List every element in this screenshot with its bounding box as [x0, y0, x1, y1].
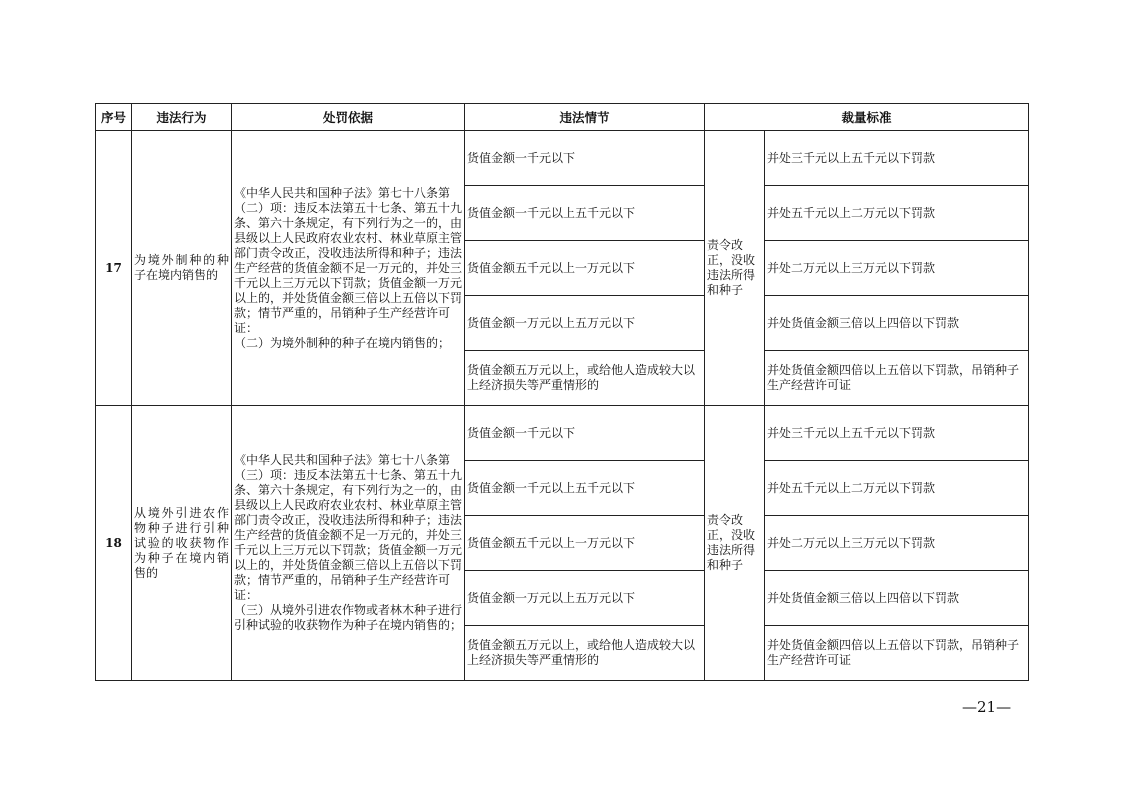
standard-cell: 并处二万元以上三万元以下罚款	[765, 241, 1029, 296]
row-seq: 18	[96, 406, 132, 681]
standard-cell: 并处货值金额三倍以上四倍以下罚款	[765, 571, 1029, 626]
table-row	[96, 131, 1029, 186]
circumstance-cell: 货值金额一千元以下	[465, 406, 705, 461]
header-row	[96, 104, 1029, 131]
circumstance-cell: 货值金额一千元以下	[465, 131, 705, 186]
row-basis	[232, 131, 465, 406]
row-violation: 从境外引进农作物种子进行引种试验的收获物作为种子在境内销售的	[132, 406, 232, 681]
penalty-table	[95, 103, 1029, 681]
circumstance-cell: 货值金额五千元以上一万元以下	[465, 241, 705, 296]
row-basis	[232, 406, 465, 681]
header-standard: 裁量标准	[705, 104, 1029, 131]
standard-cell: 并处五千元以上二万元以下罚款	[765, 461, 1029, 516]
row-violation: 为境外制种的种子在境内销售的	[132, 131, 232, 406]
header-basis: 处罚依据	[232, 104, 465, 131]
basis-item: （二）为境外制种的种子在境内销售的；	[234, 335, 451, 350]
row-seq: 17	[96, 131, 132, 406]
standard-cell: 并处货值金额四倍以上五倍以下罚款，吊销种子生产经营许可证	[765, 351, 1029, 406]
circumstance-cell: 货值金额五万元以上，或给他人造成较大以上经济损失等严重情形的	[465, 626, 705, 681]
basis-item: （三）从境外引进农作物或者林木种子进行引种试验的收获物作为种子在境内销售的；	[234, 603, 463, 632]
basis-text: 《中华人民共和国种子法》第七十八条第（二）项：违反本法第五十七条、第五十九条、第六十条规定，有下列行为之一的，由县级以上人民政府农业农村、林业草原主管部门责令改正，没收违法所得和种子；违法生产经营的货值金额不足一万元的，并处三千元以上三万元以下罚款；货值金额一万元以上的，并处货值金额三倍以上五倍以下罚款；情节严重的，吊销种子生产经营许可证：	[234, 185, 463, 335]
standard-cell: 并处货值金额三倍以上四倍以下罚款	[765, 296, 1029, 351]
row-measure: 责令改正，没收违法所得和种子	[705, 131, 765, 406]
standard-cell: 并处三千元以上五千元以下罚款	[765, 131, 1029, 186]
row-measure: 责令改正，没收违法所得和种子	[705, 406, 765, 681]
circumstance-cell: 货值金额一万元以上五万元以下	[465, 296, 705, 351]
standard-cell: 并处货值金额四倍以上五倍以下罚款，吊销种子生产经营许可证	[765, 626, 1029, 681]
circumstance-cell: 货值金额一千元以上五千元以下	[465, 186, 705, 241]
standard-cell: 并处三千元以上五千元以下罚款	[765, 406, 1029, 461]
table-row	[96, 406, 1029, 461]
standard-cell: 并处二万元以上三万元以下罚款	[765, 516, 1029, 571]
header-circumstance: 违法情节	[465, 104, 705, 131]
circumstance-cell: 货值金额五万元以上，或给他人造成较大以上经济损失等严重情形的	[465, 351, 705, 406]
standard-cell: 并处五千元以上二万元以下罚款	[765, 186, 1029, 241]
page-number: —21—	[962, 698, 1012, 716]
circumstance-cell: 货值金额一万元以上五万元以下	[465, 571, 705, 626]
circumstance-cell: 货值金额五千元以上一万元以下	[465, 516, 705, 571]
circumstance-cell: 货值金额一千元以上五千元以下	[465, 461, 705, 516]
header-act: 违法行为	[132, 104, 232, 131]
header-seq: 序号	[96, 104, 132, 131]
basis-text: 《中华人民共和国种子法》第七十八条第（三）项：违反本法第五十七条、第五十九条、第六十条规定，有下列行为之一的，由县级以上人民政府农业农村、林业草原主管部门责令改正，没收违法所得和种子；违法生产经营的货值金额不足一万元的，并处三千元以上三万元以下罚款；货值金额一万元以上的，并处货值金额三倍以上五倍以下罚款；情节严重的，吊销种子生产经营许可证：	[234, 453, 463, 602]
